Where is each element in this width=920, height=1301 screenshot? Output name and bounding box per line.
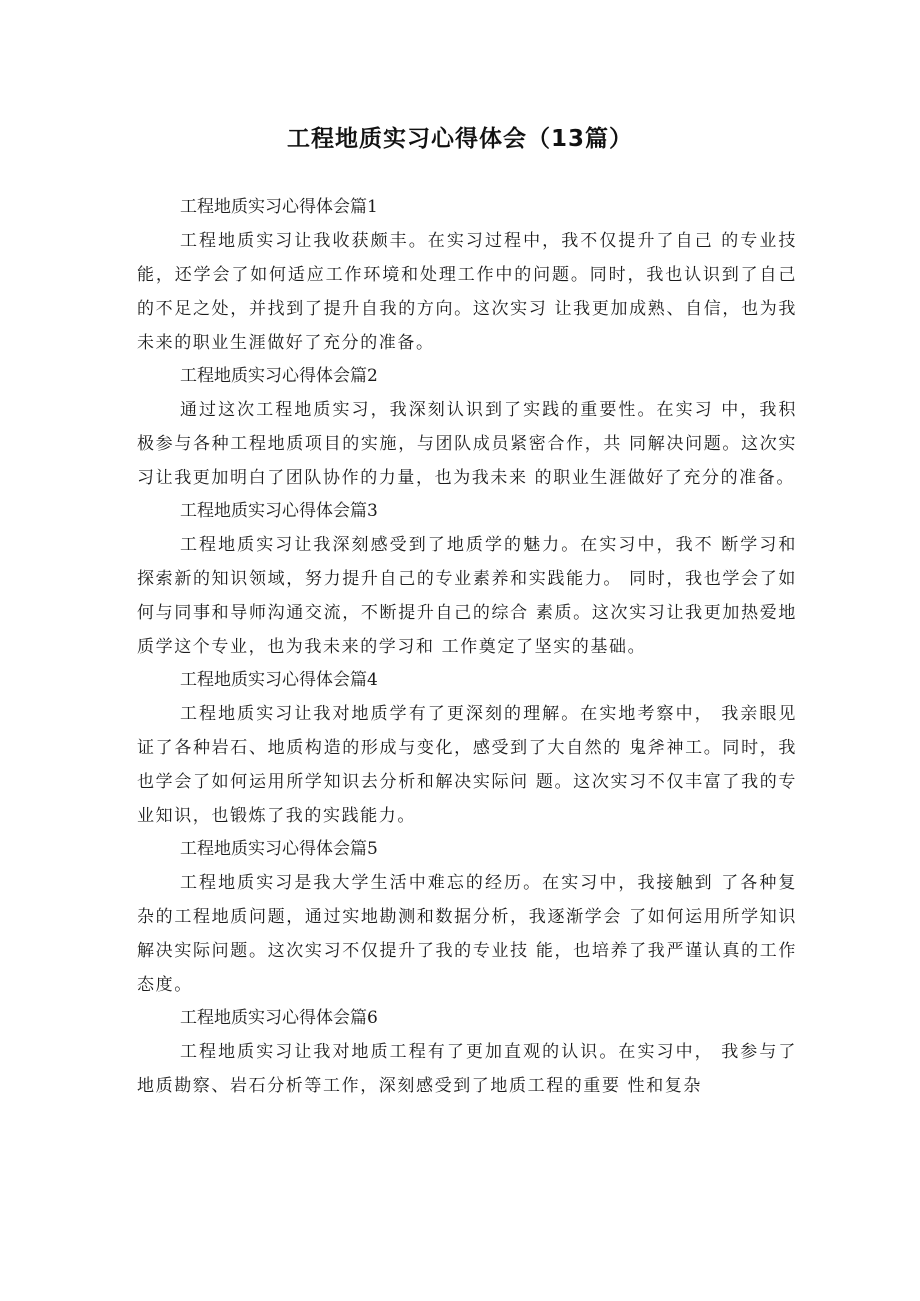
section-heading-5: 工程地质实习心得体会篇5 xyxy=(180,839,378,859)
section-heading-6: 工程地质实习心得体会篇6 xyxy=(180,1008,378,1028)
section-heading-2: 工程地质实习心得体会篇2 xyxy=(180,366,378,386)
section-body-2: 通过这次工程地质实习，我深刻认识到了实践的重要性。在实习 中，我积极参与各种工程地质项目的实施，与团队成员紧密合作，共 同解决问题。这次实习让我更加明白了团队协作的力量，也为我未来 的职业生涯做好了充分的准备。 xyxy=(137,400,797,488)
section-body-5: 工程地质实习是我大学生活中难忘的经历。在实习中，我接触到 了各种复杂的工程地质问题，通过实地勘测和数据分析，我逐渐学会 了如何运用所学知识解决实际问题。这次实习不仅提升了我的专业技 能，也培养了我严谨认真的工作态度。 xyxy=(137,873,797,995)
section-heading-4: 工程地质实习心得体会篇4 xyxy=(180,670,378,690)
section-heading-3: 工程地质实习心得体会篇3 xyxy=(180,501,378,521)
section-heading-1: 工程地质实习心得体会篇1 xyxy=(180,197,378,217)
section-body-3: 工程地质实习让我深刻感受到了地质学的魅力。在实习中，我不 断学习和探索新的知识领域，努力提升自己的专业素养和实践能力。 同时，我也学会了如何与同事和导师沟通交流，不断提升自己的综合 素质。这次实习让我更加热爱地质学这个专业，也为我未来的学习和 工作奠定了坚实的基础。 xyxy=(137,535,797,657)
document-body xyxy=(137,191,797,1103)
section-body-6: 工程地质实习让我对地质工程有了更加直观的认识。在实习中， 我参与了地质勘察、岩石分析等工作，深刻感受到了地质工程的重要 性和复杂 xyxy=(137,1042,797,1096)
document-title: 工程地质实习心得体会（13篇） xyxy=(286,126,633,152)
section-body-4: 工程地质实习让我对地质学有了更深刻的理解。在实地考察中， 我亲眼见证了各种岩石、地质构造的形成与变化，感受到了大自然的 鬼斧神工。同时，我也学会了如何运用所学知识去分析和解决实际问 题。这次实习不仅丰富了我的专业知识，也锻炼了我的实践能力。 xyxy=(137,704,797,826)
section-body-1: 工程地质实习让我收获颇丰。在实习过程中，我不仅提升了自己 的专业技能，还学会了如何适应工作环境和处理工作中的问题。同时，我也认识到了自己的不足之处，并找到了提升自我的方向。这次实习 让我更加成熟、自信，也为我未来的职业生涯做好了充分的准备。 xyxy=(137,231,797,353)
